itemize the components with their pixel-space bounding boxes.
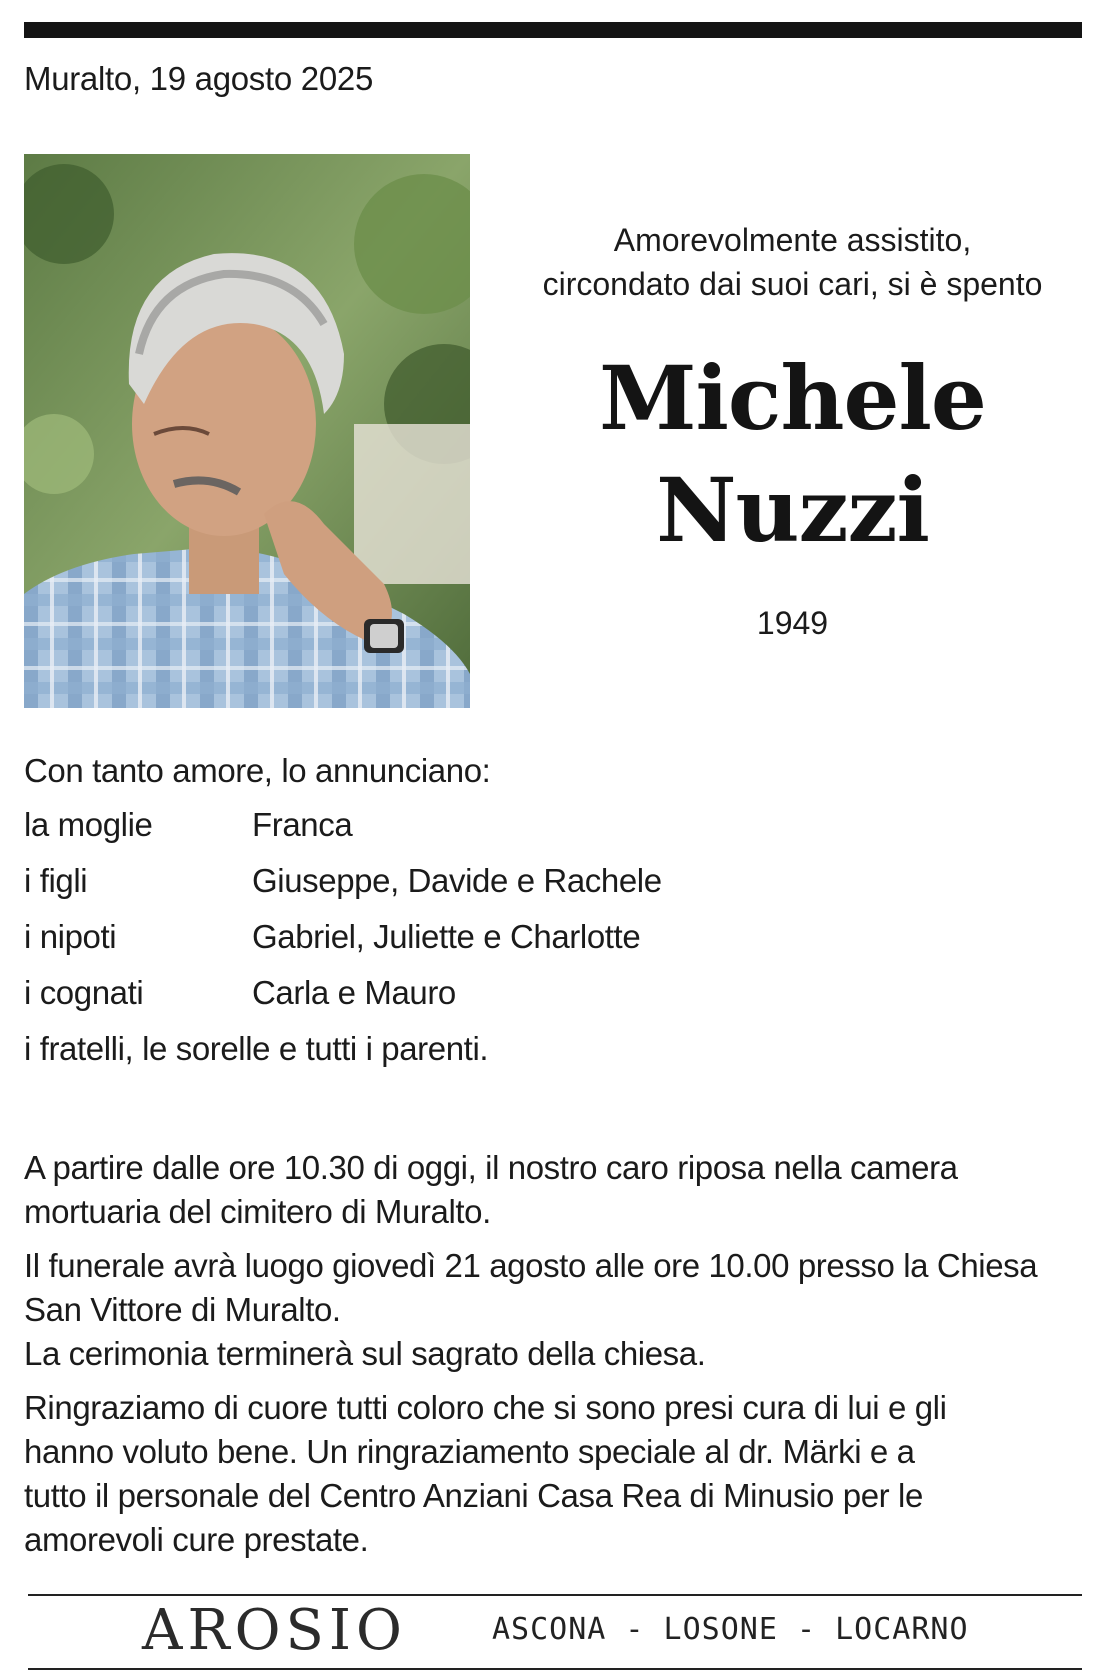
notice-body bbox=[24, 1146, 1094, 1572]
footer-top-rule bbox=[28, 1594, 1082, 1596]
family-row bbox=[24, 918, 662, 974]
family-names: Carla e Mauro bbox=[252, 974, 456, 1011]
family-row bbox=[24, 974, 662, 1030]
intro-line-2: circondato dai suoi cari, si è spento bbox=[542, 266, 1043, 302]
family-row bbox=[24, 806, 662, 862]
family-closing: i fratelli, le sorelle e tutti i parenti. bbox=[24, 1030, 489, 1067]
paragraph-thanks: Ringraziamo di cuore tutti coloro che si sono presi cura di lui e gli hanno voluto bene. Un ringraziamento speciale al dr. Märki e a tutto il personale del Centro Anziani Casa Rea di Minusio per le amorevoli cure prestate. bbox=[24, 1389, 947, 1558]
birth-year: 1949 bbox=[756, 605, 829, 641]
footer-bottom-rule bbox=[28, 1668, 1082, 1670]
last-name: Nuzzi bbox=[656, 458, 929, 562]
portrait-photo-icon bbox=[24, 154, 470, 708]
intro-text bbox=[510, 218, 1075, 306]
funeral-home-logo: AROSIO bbox=[142, 1598, 407, 1663]
paragraph-funeral bbox=[24, 1244, 1099, 1376]
first-name: Michele bbox=[599, 346, 986, 450]
ceremony-note: La cerimonia terminerà sul sagrato della chiesa. bbox=[24, 1335, 706, 1372]
dateline: Muralto, 19 agosto 2025 bbox=[24, 60, 374, 97]
announce-heading: Con tanto amore, lo annunciano: bbox=[24, 752, 491, 789]
intro-line-1: Amorevolmente assistito, bbox=[613, 222, 972, 258]
family-names: Gabriel, Juliette e Charlotte bbox=[252, 918, 641, 955]
family-row bbox=[24, 862, 662, 918]
deceased-name bbox=[510, 342, 1075, 566]
family-list bbox=[24, 806, 662, 1086]
family-relation: i nipoti bbox=[24, 918, 117, 955]
funeral-details: Il funerale avrà luogo giovedì 21 agosto alle ore 10.00 presso la Chiesa San Vittore di Muralto. bbox=[24, 1247, 1038, 1328]
family-relation: i cognati bbox=[24, 974, 144, 1011]
family-relation: i figli bbox=[24, 862, 88, 899]
top-rule bbox=[24, 22, 1082, 38]
family-names: Giuseppe, Davide e Rachele bbox=[252, 862, 662, 899]
family-relation: la moglie bbox=[24, 806, 153, 843]
paragraph-viewing: A partire dalle ore 10.30 di oggi, il nostro caro riposa nella camera mortuaria del cimitero di Muralto. bbox=[24, 1149, 958, 1230]
funeral-home-locations: ASCONA - LOSONE - LOCARNO bbox=[492, 1612, 969, 1647]
portrait-photo bbox=[24, 154, 470, 708]
family-names: Franca bbox=[252, 806, 353, 843]
